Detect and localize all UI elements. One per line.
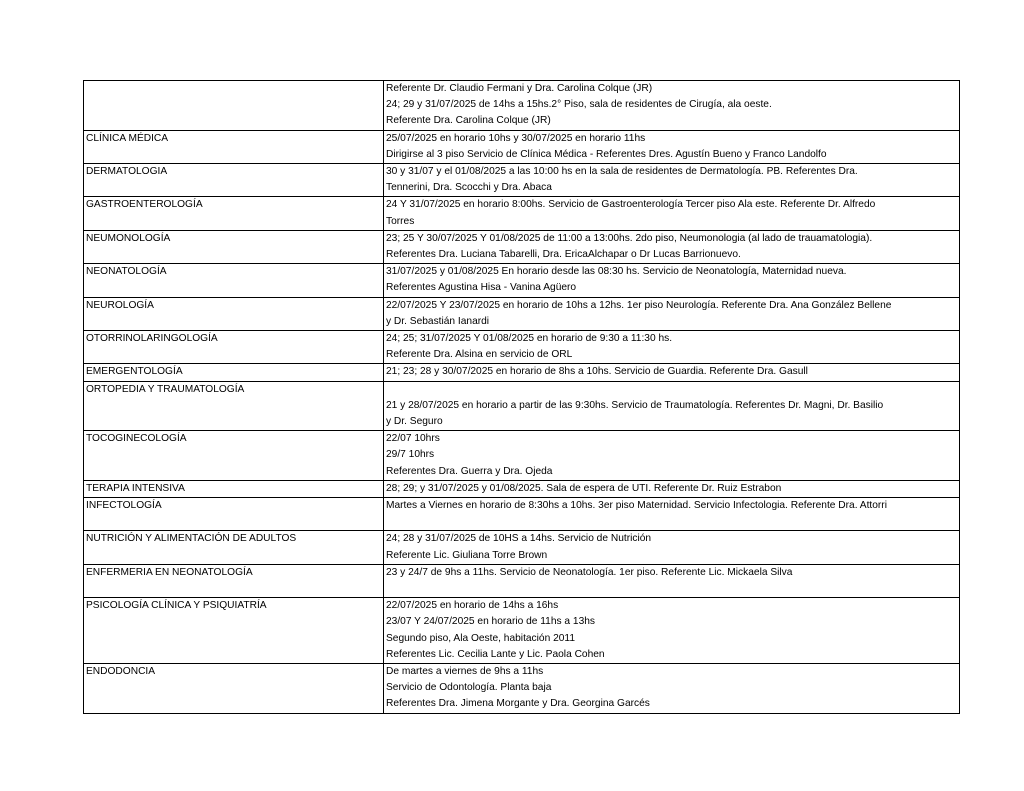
specialty-name: ORTOPEDIA Y TRAUMATOLOGÍA [86, 383, 245, 395]
detail-line: y Dr. Seguro [386, 416, 443, 428]
specialty-name: TERAPIA INTENSIVA [86, 482, 185, 494]
specialty-cell [84, 264, 384, 297]
detail-line: Referente Dr. Claudio Fermani y Dra. Carolina Colque (JR) [386, 83, 653, 94]
specialty-name [86, 81, 381, 97]
specialty-name: OTORRINOLARINGOLOGÍA [86, 333, 218, 345]
detail-line: 21; 23; 28 y 30/07/2025 en horario de 8hs a 10hs. Servicio de Guardia. Referente Dra. Gasull [386, 366, 808, 378]
details-cell [384, 230, 960, 263]
specialty-cell [84, 81, 384, 131]
details-cell [384, 81, 960, 131]
specialty-cell [84, 130, 384, 163]
specialty-cell [84, 664, 384, 714]
detail-line: 22/07/2025 en horario de 14hs a 16hs [386, 600, 559, 612]
specialty-cell [84, 431, 384, 481]
table-row [84, 598, 960, 664]
detail-line [386, 581, 957, 597]
detail-line: Referentes Lic. Cecilia Lante y Lic. Paola Cohen [386, 648, 605, 660]
details-cell [384, 664, 960, 714]
schedule-table [83, 80, 960, 714]
table-row [84, 197, 960, 230]
table-row [84, 81, 960, 131]
specialty-cell [84, 197, 384, 230]
detail-line: 31/07/2025 y 01/08/2025 En horario desde las 08:30 hs. Servicio de Neonatología, Maternidad nueva. [386, 266, 847, 278]
detail-line [386, 514, 957, 530]
specialty-name: NEUROLOGÍA [86, 299, 154, 311]
table-row [84, 230, 960, 263]
table-row [84, 381, 960, 431]
details-cell [384, 364, 960, 381]
schedule-table-body [84, 81, 960, 714]
specialty-cell [84, 381, 384, 431]
specialty-name: CLÍNICA MÉDICA [86, 132, 169, 144]
table-row [84, 331, 960, 364]
specialty-cell [84, 297, 384, 330]
details-cell [384, 531, 960, 564]
table-row [84, 297, 960, 330]
detail-line: 21 y 28/07/2025 en horario a partir de las 9:30hs. Servicio de Traumatología. Referentes Dr. Magni, Dr. Basilio [386, 399, 884, 411]
detail-line: 28; 29; y 31/07/2025 y 01/08/2025. Sala de espera de UTI. Referente Dr. Ruiz Estrabon [386, 482, 782, 494]
table-row [84, 531, 960, 564]
table-row [84, 664, 960, 714]
specialty-cell [84, 480, 384, 497]
specialty-cell [84, 531, 384, 564]
table-row [84, 498, 960, 531]
specialty-name: NEUMONOLOGÍA [86, 232, 171, 244]
details-cell [384, 498, 960, 531]
detail-line: Martes a Viernes en horario de 8:30hs a 10hs. 3er piso Maternidad. Servicio Infectologia. Referente Dra. Attorri [386, 500, 887, 512]
specialty-cell [84, 598, 384, 664]
specialty-name: ENDODONCIA [86, 666, 156, 678]
table-row [84, 264, 960, 297]
detail-line: 23/07 Y 24/07/2025 en horario de 11hs a 13hs [386, 616, 596, 628]
specialty-name: ENFERMERIA EN NEONATOLOGÍA [86, 566, 253, 578]
specialty-cell [84, 230, 384, 263]
detail-line: Referentes Agustina Hisa - Vanina Agüero [386, 282, 577, 294]
specialty-name: DERMATOLOGIA [86, 166, 168, 178]
detail-line: Referentes Dra. Guerra y Dra. Ojeda [386, 465, 553, 477]
detail-line: 25/07/2025 en horario 10hs y 30/07/2025 en horario 11hs [386, 132, 646, 144]
detail-line: 22/07/2025 Y 23/07/2025 en horario de 10hs a 12hs. 1er piso Neurología. Referente Dra. Ana González Bellene [386, 299, 892, 311]
detail-line: 22/07 10hrs [386, 433, 440, 445]
table-row [84, 564, 960, 597]
specialty-name: TOCOGINECOLOGÍA [86, 433, 187, 445]
specialty-cell [84, 331, 384, 364]
table-row [84, 480, 960, 497]
specialty-cell [84, 164, 384, 197]
detail-line: 23 y 24/7 de 9hs a 11hs. Servicio de Neonatología. 1er piso. Referente Lic. Mickaela Silva [386, 566, 793, 578]
detail-line: y Dr. Sebastián Ianardi [386, 315, 490, 327]
detail-line: De martes a viernes de 9hs a 11hs [386, 666, 544, 678]
detail-line: 24 Y 31/07/2025 en horario 8:00hs. Servicio de Gastroenterología Tercer piso Ala este. Referente Dr. Alfredo [386, 199, 876, 211]
specialty-name: PSICOLOGÍA CLÍNICA Y PSIQUIATRÍA [86, 600, 267, 612]
detail-line: Tennerini, Dra. Scocchi y Dra. Abaca [386, 182, 552, 194]
details-cell [384, 164, 960, 197]
details-cell [384, 431, 960, 481]
detail-line: Referente Dra. Alsina en servicio de ORL [386, 349, 573, 361]
specialty-name: NEONATOLOGÍA [86, 266, 167, 278]
specialty-cell [84, 364, 384, 381]
table-row [84, 130, 960, 163]
detail-line: Dirigirse al 3 piso Servicio de Clínica Médica - Referentes Dres. Agustín Bueno y Franco Landolfo [386, 148, 827, 160]
detail-line: 24; 25; 31/07/2025 Y 01/08/2025 en horario de 9:30 a 11:30 hs. [386, 333, 673, 345]
specialty-name: NUTRICIÓN Y ALIMENTACIÓN DE ADULTOS [86, 533, 297, 545]
details-cell [384, 297, 960, 330]
details-cell [384, 480, 960, 497]
details-cell [384, 564, 960, 597]
specialty-cell [84, 498, 384, 531]
detail-line: 24; 28 y 31/07/2025 de 10HS a 14hs. Servicio de Nutrición [386, 533, 652, 545]
detail-line: 30 y 31/07 y el 01/08/2025 a las 10:00 hs en la sala de residentes de Dermatología. PB. Referentes Dra. [386, 166, 858, 178]
detail-line: Referente Dra. Carolina Colque (JR) [386, 115, 551, 127]
detail-line: Torres [386, 215, 415, 227]
table-row [84, 431, 960, 481]
specialty-cell [84, 564, 384, 597]
detail-line: 23; 25 Y 30/07/2025 Y 01/08/2025 de 11:00 a 13:00hs. 2do piso, Neumonologia (al lado de trauamatologia). [386, 232, 873, 244]
table-row [84, 164, 960, 197]
details-cell [384, 197, 960, 230]
details-cell [384, 598, 960, 664]
details-cell [384, 264, 960, 297]
details-cell [384, 381, 960, 431]
detail-line: 29/7 10hrs [386, 449, 435, 461]
details-cell [384, 331, 960, 364]
detail-line: Segundo piso, Ala Oeste, habitación 2011 [386, 632, 575, 644]
specialty-name: INFECTOLOGÍA [86, 500, 162, 512]
detail-line [386, 382, 957, 398]
specialty-name: EMERGENTOLOGÍA [86, 366, 183, 378]
specialty-name: GASTROENTEROLOGÍA [86, 199, 203, 211]
details-cell [384, 130, 960, 163]
detail-line: 24; 29 y 31/07/2025 de 14hs a 15hs.2° Piso, sala de residentes de Cirugía, ala oeste. [386, 99, 772, 111]
detail-line: Referentes Dra. Luciana Tabarelli, Dra. EricaAlchapar o Dr Lucas Barrionuevo. [386, 249, 741, 261]
detail-line: Servicio de Odontología. Planta baja [386, 682, 552, 694]
table-row [84, 364, 960, 381]
detail-line: Referentes Dra. Jimena Morgante y Dra. Georgina Garcés [386, 698, 650, 710]
detail-line: Referente Lic. Giuliana Torre Brown [386, 549, 548, 561]
